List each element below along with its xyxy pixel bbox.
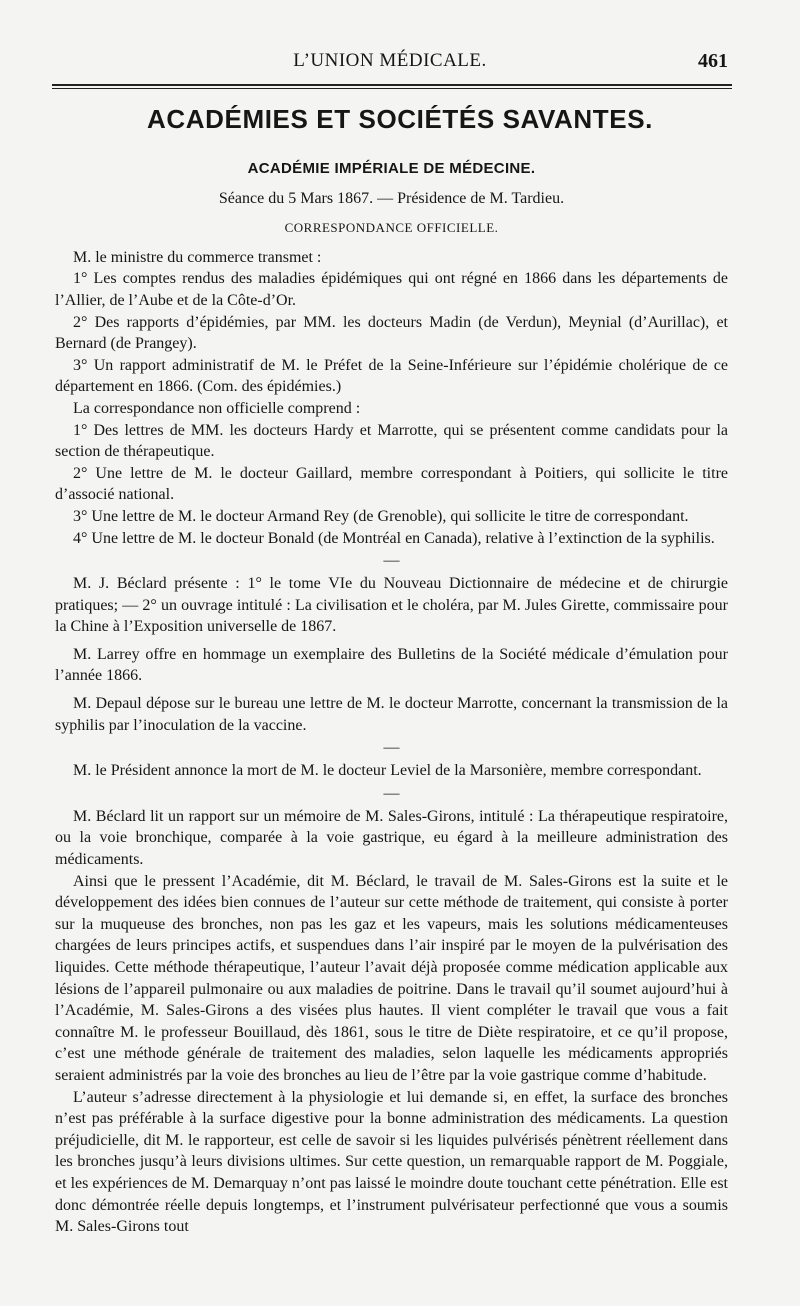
paragraph: La correspondance non officielle comprend : bbox=[73, 399, 361, 417]
paragraph: 1° Des lettres de MM. les docteurs Hardy et Marrotte, qui se présentent comme candidats pour la section de thérapeutique. bbox=[55, 421, 728, 461]
paragraph: 4° Une lettre de M. le docteur Bonald (de Montréal en Canada), relative à l’extinction de la syphilis. bbox=[73, 529, 715, 547]
paragraph: M. le Président annonce la mort de M. le docteur Leviel de la Marsonière, membre correspondant. bbox=[73, 762, 702, 780]
paragraph: M. le ministre du commerce transmet : bbox=[73, 248, 322, 266]
paragraph: 2° Une lettre de M. le docteur Gaillard, membre correspondant à Poitiers, qui sollicite le titre d’associé national. bbox=[55, 464, 728, 504]
session-line: Séance du 5 Mars 1867. — Présidence de M. Tardieu. bbox=[218, 189, 565, 207]
paragraph: 2° Des rapports d’épidémies, par MM. les docteurs Madin (de Verdun), Meynial (d’Aurillac), et Bernard (de Prangey). bbox=[55, 313, 728, 353]
paragraph: M. Larrey offre en hommage un exemplaire des Bulletins de la Société médicale d’émulation pour l’année 1866. bbox=[55, 645, 728, 685]
running-head bbox=[52, 50, 728, 78]
correspondance-heading: CORRESPONDANCE OFFICIELLE. bbox=[284, 220, 499, 236]
paragraph: M. Depaul dépose sur le bureau une lettre de M. le docteur Marrotte, concernant la transmission de la syphilis par l’inoculation de la vaccine. bbox=[55, 695, 728, 734]
paragraph: 3° Un rapport administratif de M. le Préfet de la Seine-Inférieure sur l’épidémie cholérique de ce département en 1866. (Com. des épidémies.) bbox=[55, 356, 728, 396]
paragraph: 3° Une lettre de M. le docteur Armand Rey (de Grenoble), qui sollicite le titre de correspondant. bbox=[73, 507, 689, 525]
paragraph: 1° Les comptes rendus des maladies épidémiques qui ont régné en 1866 dans les départements de l’Allier, de l’Aube et de la Côte-d’Or. bbox=[55, 270, 728, 309]
running-title: L’UNION MÉDICALE. bbox=[293, 50, 487, 71]
academy-heading: ACADÉMIE IMPÉRIALE DE MÉDECINE. bbox=[247, 160, 536, 177]
paragraph: M. Béclard lit un rapport sur un mémoire de M. Sales-Girons, intitulé : La thérapeutique respiratoire, ou la voie bronchique, comparée à la voie gastrique, eu égard à la meilleure administration des médicaments. bbox=[55, 807, 728, 869]
article-body bbox=[55, 158, 728, 1238]
header-rule bbox=[52, 84, 732, 89]
paragraph: M. J. Béclard présente : 1° le tome VIe du Nouveau Dictionnaire de médecine et de chirurgie pratiques; — 2° un ouvrage intitulé : La civilisation et le choléra, par M. Jules Girette, commissaire pour la Chine à l’Exposition universelle de 1867. bbox=[55, 575, 728, 636]
separator-dash: — bbox=[383, 739, 400, 757]
section-title: ACADÉMIES ET SOCIÉTÉS SAVANTES. bbox=[147, 104, 653, 134]
paragraph: Ainsi que le pressent l’Académie, dit M. Béclard, le travail de M. Sales-Girons est la suite et le développement des idées bien connues de l’auteur sur cette méthode de traitement, qui consiste à porter sur la muqueuse des bronches, non pas les gaz et les vapeurs, mais les solutions médicamenteuses chargées de leurs principes actifs, et suspendues dans l’air inspiré par le moyen de la pulvérisation des liquides. Cette méthode thérapeutique, l’auteur l’avait déjà proposée comme médication applicable aux lésions de l’appareil pulmonaire ou aux maladies de poitrine. Dans le travail qu’il soumet aujourd’hui à l’Académie, M. Sales-Girons a des visées plus hautes. Il vient compléter le travail que vous a fait connaître M. le professeur Bouillaud, dès 1861, sous le titre de Diète respiratoire, et ce qu’il propose, c’est une méthode générale de traitement des maladies, selon laquelle les médicaments appropriés seraient administrés par la voie des bronches au lieu de l’être par la voie gastrique comme d’habitude. bbox=[55, 872, 728, 1084]
separator-dash: — bbox=[383, 784, 400, 802]
separator-dash: — bbox=[383, 552, 400, 570]
paragraph: L’auteur s’adresse directement à la physiologie et lui demande si, en effet, la surface des bronches n’est pas préférable à la surface digestive pour la bonne administration des médicaments. La question préjudicielle, dit M. le rapporteur, est celle de savoir si les liquides pulvérisés pénètrent réellement dans les bronches jusqu’à leurs divisions ultimes. Sur cette question, un remarquable rapport de M. Poggiale, et les expériences de M. Demarquay n’ont pas laissé le moindre doute touchant cette pénétration. Elle est donc démontrée réelle depuis longtemps, et l’instrument pulvérisateur perfectionné que vous a soumis M. Sales-Girons tout bbox=[55, 1088, 728, 1236]
page-number: 461 bbox=[698, 50, 728, 72]
